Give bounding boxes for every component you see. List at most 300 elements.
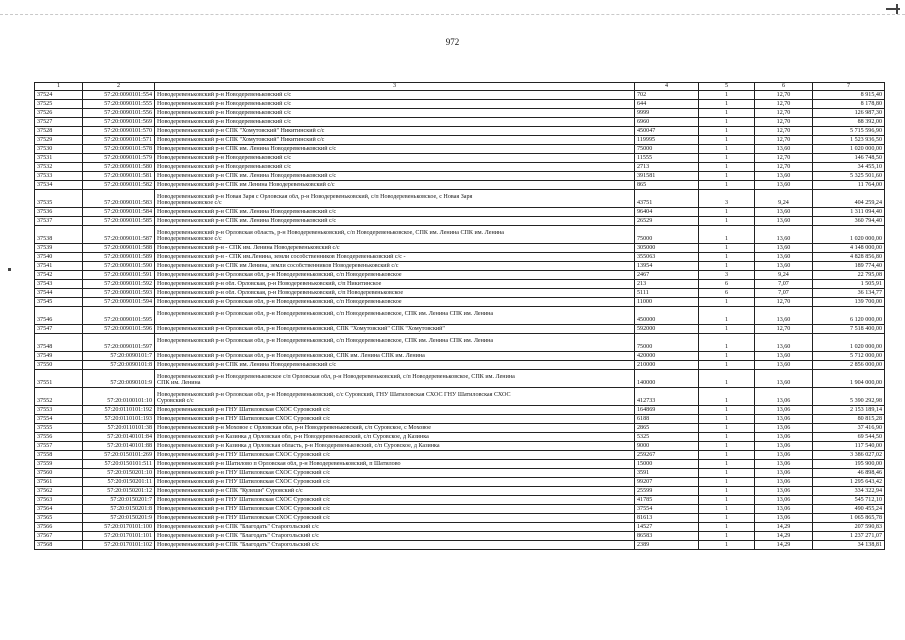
description-line: Новодеревеньковский р-н Новодеревеньковский с/с <box>157 92 292 99</box>
table-row <box>35 271 885 280</box>
row-number: 37555 <box>35 424 83 433</box>
description-line: Новодеревеньковский р-н Новодеревеньковское с/п Орловская обл, р-н Новодеревеньковский, с/п Новодеревеньковское, СПК им. Ленина <box>157 373 515 380</box>
table-row <box>35 487 885 496</box>
category-code: 1 <box>699 442 755 451</box>
row-number: 37546 <box>35 307 83 325</box>
land-register-table <box>34 82 885 550</box>
cadastral-value: 3 386 027,02 <box>813 451 885 460</box>
location-description <box>155 469 635 478</box>
description-line: Новодеревеньковский р-н Казинка д Орловская обл, р-н Новодеревеньковский, с/п Суровское, д Казинка <box>157 434 429 441</box>
table-row <box>35 478 885 487</box>
location-description <box>155 253 635 262</box>
area-value: 5325 <box>635 433 699 442</box>
description-line <box>157 344 632 351</box>
cadastral-number: 57:20:0090101:571 <box>83 136 155 145</box>
scan-artifact <box>8 268 11 271</box>
cadastral-value: 1 020 000,00 <box>813 226 885 244</box>
cadastral-number: 57:20:0170101:100 <box>83 523 155 532</box>
table-row <box>35 541 885 550</box>
table-row <box>35 100 885 109</box>
area-value: 450000 <box>635 307 699 325</box>
rate-value: 13,06 <box>755 451 813 460</box>
table-row <box>35 118 885 127</box>
row-number: 37532 <box>35 163 83 172</box>
row-number: 37528 <box>35 127 83 136</box>
cadastral-value: 46 898,46 <box>813 469 885 478</box>
area-value: 15000 <box>635 460 699 469</box>
category-code: 6 <box>699 280 755 289</box>
area-value: 164869 <box>635 406 699 415</box>
row-number: 37533 <box>35 172 83 181</box>
location-description <box>155 442 635 451</box>
table-row <box>35 298 885 307</box>
cadastral-number: 57:20:0150201:8 <box>83 505 155 514</box>
description-line: Новодеревеньковский р-н СПК им Ленина, земли сособственников Новодеревеньковский с/с <box>157 263 399 270</box>
rate-value: 13,06 <box>755 424 813 433</box>
cadastral-value: 34 138,81 <box>813 541 885 550</box>
location-description <box>155 163 635 172</box>
location-description <box>155 370 635 388</box>
area-value: 6188 <box>635 415 699 424</box>
area-value: 11555 <box>635 154 699 163</box>
cadastral-number: 57:20:0090101:594 <box>83 298 155 307</box>
location-description <box>155 361 635 370</box>
location-description <box>155 325 635 334</box>
cadastral-number: 57:20:0090101:7 <box>83 352 155 361</box>
rate-value: 7,07 <box>755 289 813 298</box>
rate-value: 13,06 <box>755 415 813 424</box>
location-description <box>155 334 635 352</box>
cadastral-number: 57:20:0090101:556 <box>83 109 155 118</box>
table-row <box>35 406 885 415</box>
description-line: Новодеревеньковский р-н Орловская обл, р-н Новодеревеньковский, с/п Новодеревеньковское, СПК им. Ленина СПК им. Ленина <box>157 310 494 317</box>
table-row <box>35 307 885 325</box>
row-number: 37551 <box>35 370 83 388</box>
col-header-6: 6 <box>755 83 813 91</box>
description-line: Новодеревеньковский р-н Моховое с Орловская обл, р-н Новодеревеньковский, с/п Суровское, с Моховое <box>157 425 431 432</box>
row-number: 37536 <box>35 208 83 217</box>
rate-value: 13,60 <box>755 370 813 388</box>
category-code: 1 <box>699 100 755 109</box>
rate-value: 9,24 <box>755 271 813 280</box>
category-code: 1 <box>699 226 755 244</box>
description-line: Новодеревеньковский р-н ГНУ Шатиловская СХОС Суровский с/с <box>157 506 331 513</box>
rate-value: 13,06 <box>755 442 813 451</box>
rate-value: 13,06 <box>755 478 813 487</box>
description-line: Новодеревеньковское с/с <box>157 236 222 243</box>
category-code: 1 <box>699 325 755 334</box>
table-row <box>35 244 885 253</box>
rate-value: 13,60 <box>755 172 813 181</box>
row-number: 37561 <box>35 478 83 487</box>
category-code: 1 <box>699 424 755 433</box>
cadastral-number: 57:20:0090101:597 <box>83 334 155 352</box>
row-number: 37535 <box>35 190 83 208</box>
table-row <box>35 208 885 217</box>
cadastral-number: 57:20:0090101:596 <box>83 325 155 334</box>
col-header-7: 7 <box>813 83 885 91</box>
cadastral-number: 57:20:0100101:10 <box>83 388 155 406</box>
row-number: 37529 <box>35 136 83 145</box>
description-line: Новодеревеньковский р-н Орловская обл, р-н Новодеревеньковский, с/п Новодеревеньковское, СПК им. Ленина СПК им. Ленина <box>157 337 494 344</box>
description-line: Новодеревеньковский р-н СПК "Благодать" Старогольский с/с <box>157 533 319 540</box>
description-line: Суровский с/с <box>157 398 194 405</box>
category-code: 1 <box>699 154 755 163</box>
category-code: 1 <box>699 244 755 253</box>
description-line: Новодеревеньковский р-н Орловская обл, р-н Новодеревеньковский, с/п Новодеревеньковское <box>157 272 402 279</box>
category-code: 1 <box>699 388 755 406</box>
cadastral-number: 57:20:0090101:595 <box>83 307 155 325</box>
table-row <box>35 91 885 100</box>
category-code: 1 <box>699 415 755 424</box>
category-code: 1 <box>699 361 755 370</box>
cadastral-value: 207 590,83 <box>813 523 885 532</box>
cadastral-value: 2 856 000,00 <box>813 361 885 370</box>
location-description <box>155 136 635 145</box>
category-code: 1 <box>699 163 755 172</box>
cadastral-value: 88 392,00 <box>813 118 885 127</box>
cadastral-value: 126 987,30 <box>813 109 885 118</box>
rate-value: 13,60 <box>755 145 813 154</box>
table-row <box>35 190 885 208</box>
table-row <box>35 181 885 190</box>
page-number: 972 <box>445 37 460 47</box>
category-code: 1 <box>699 496 755 505</box>
rate-value: 13,06 <box>755 514 813 523</box>
area-value: 210000 <box>635 361 699 370</box>
category-code: 1 <box>699 514 755 523</box>
rate-value: 13,60 <box>755 253 813 262</box>
scan-artifact <box>896 4 898 14</box>
row-number: 37525 <box>35 100 83 109</box>
row-number: 37552 <box>35 388 83 406</box>
area-value: 9000 <box>635 442 699 451</box>
cadastral-value: 360 794,40 <box>813 217 885 226</box>
cadastral-number: 57:20:0090101:589 <box>83 253 155 262</box>
location-description <box>155 352 635 361</box>
cadastral-number: 57:20:0090101:555 <box>83 100 155 109</box>
location-description <box>155 307 635 325</box>
row-number: 37534 <box>35 181 83 190</box>
description-line: Новодеревеньковский р-н Орловская обл, р-н Новодеревеньковский, СПК "Хомутовский" СПК "Хомутовский" <box>157 326 445 333</box>
row-number: 37556 <box>35 433 83 442</box>
location-description <box>155 118 635 127</box>
cadastral-number: 57:20:0090101:8 <box>83 361 155 370</box>
table-row <box>35 370 885 388</box>
table-row <box>35 451 885 460</box>
category-code: 1 <box>699 523 755 532</box>
description-line: Новодеревеньковское с/с <box>157 200 222 207</box>
cadastral-value: 139 700,00 <box>813 298 885 307</box>
category-code: 3 <box>699 190 755 208</box>
area-value: 99207 <box>635 478 699 487</box>
location-description <box>155 100 635 109</box>
row-number: 37568 <box>35 541 83 550</box>
row-number: 37531 <box>35 154 83 163</box>
category-code: 1 <box>699 505 755 514</box>
description-line: Новодеревеньковский р-н Новодеревеньковский с/с <box>157 164 292 171</box>
area-value: 2389 <box>635 541 699 550</box>
cadastral-value: 80 815,28 <box>813 415 885 424</box>
cadastral-value: 22 795,08 <box>813 271 885 280</box>
area-value: 140000 <box>635 370 699 388</box>
cadastral-value: 1 065 865,78 <box>813 514 885 523</box>
location-description <box>155 460 635 469</box>
area-value: 25599 <box>635 487 699 496</box>
category-code: 1 <box>699 307 755 325</box>
table-row <box>35 172 885 181</box>
cadastral-value: 36 134,77 <box>813 289 885 298</box>
description-line: Новодеревеньковский р-н ГНУ Шатиловская СХОС Суровский с/с <box>157 452 331 459</box>
table-row <box>35 433 885 442</box>
rate-value: 9,24 <box>755 190 813 208</box>
table-row <box>35 217 885 226</box>
location-description <box>155 541 635 550</box>
cadastral-number: 57:20:0110101:38 <box>83 424 155 433</box>
area-value: 213 <box>635 280 699 289</box>
area-value: 86583 <box>635 532 699 541</box>
description-line: Новодеревеньковский р-н ГНУ Шатиловская СХОС Суровский с/с <box>157 416 331 423</box>
rate-value: 13,60 <box>755 244 813 253</box>
description-line: Новодеревеньковский р-н Орловская обл, р-н Новодеревеньковский, с/с Суровский, ГНУ Шатиловская СХОС ГНУ Шатиловская СХОС <box>157 391 511 398</box>
cadastral-number: 57:20:0110101:192 <box>83 406 155 415</box>
area-value: 9999 <box>635 109 699 118</box>
rate-value: 12,70 <box>755 100 813 109</box>
row-number: 37541 <box>35 262 83 271</box>
rate-value: 13,06 <box>755 487 813 496</box>
location-description <box>155 487 635 496</box>
description-line: Новодеревеньковский р-н СПК "Хомутовский" Никитинский с/с <box>157 137 325 144</box>
description-line: Новодеревеньковский р-н Казинка д Орловская область, р-н Новодеревеньковский, с/п Суровское, д Казинка <box>157 443 440 450</box>
cadastral-value: 7 518 400,00 <box>813 325 885 334</box>
table-row <box>35 136 885 145</box>
location-description <box>155 451 635 460</box>
rate-value: 13,60 <box>755 217 813 226</box>
rate-value: 14,29 <box>755 532 813 541</box>
area-value: 6960 <box>635 118 699 127</box>
cadastral-value: 189 774,40 <box>813 262 885 271</box>
category-code: 6 <box>699 289 755 298</box>
area-value: 391581 <box>635 172 699 181</box>
rate-value: 13,60 <box>755 352 813 361</box>
rate-value: 12,70 <box>755 118 813 127</box>
row-number: 37530 <box>35 145 83 154</box>
category-code: 3 <box>699 271 755 280</box>
row-number: 37544 <box>35 289 83 298</box>
row-number: 37565 <box>35 514 83 523</box>
category-code: 1 <box>699 478 755 487</box>
cadastral-value: 146 748,50 <box>813 154 885 163</box>
category-code: 1 <box>699 118 755 127</box>
area-value: 305000 <box>635 244 699 253</box>
row-number: 37537 <box>35 217 83 226</box>
cadastral-number: 57:20:0090101:554 <box>83 91 155 100</box>
description-line: Новодеревеньковский р-н Новая Заря с Орловская обл, р-н Новодеревеньковский, с/п Новодеревеньковское, с Новая Заря <box>157 193 473 200</box>
cadastral-number: 57:20:0090101:593 <box>83 289 155 298</box>
area-value: 2865 <box>635 424 699 433</box>
rate-value: 12,70 <box>755 154 813 163</box>
row-number: 37539 <box>35 244 83 253</box>
rate-value: 14,29 <box>755 541 813 550</box>
category-code: 1 <box>699 406 755 415</box>
area-value: 259267 <box>635 451 699 460</box>
location-description <box>155 217 635 226</box>
cadastral-number: 57:20:0150101:269 <box>83 451 155 460</box>
cadastral-number: 57:20:0150201:7 <box>83 496 155 505</box>
rate-value: 13,60 <box>755 208 813 217</box>
location-description <box>155 514 635 523</box>
table-row <box>35 352 885 361</box>
location-description <box>155 271 635 280</box>
row-number: 37563 <box>35 496 83 505</box>
cadastral-value: 37 416,90 <box>813 424 885 433</box>
rate-value: 12,70 <box>755 91 813 100</box>
area-value: 644 <box>635 100 699 109</box>
description-line: Новодеревеньковский р-н СПК "Кулешн" Суровский с/с <box>157 488 303 495</box>
rate-value: 12,70 <box>755 136 813 145</box>
cadastral-number: 57:20:0090101:590 <box>83 262 155 271</box>
area-value: 119995 <box>635 136 699 145</box>
cadastral-value: 1 311 094,40 <box>813 208 885 217</box>
table-row <box>35 442 885 451</box>
cadastral-value: 334 322,94 <box>813 487 885 496</box>
row-number: 37526 <box>35 109 83 118</box>
cadastral-value: 1 904 000,00 <box>813 370 885 388</box>
cadastral-number: 57:20:0090101:569 <box>83 118 155 127</box>
table-row <box>35 127 885 136</box>
category-code: 1 <box>699 145 755 154</box>
area-value: 13954 <box>635 262 699 271</box>
area-value: 26529 <box>635 217 699 226</box>
row-number: 37554 <box>35 415 83 424</box>
description-line: Новодеревеньковский р-н СПК "Благодать" Старогольский с/с <box>157 542 319 549</box>
table-row <box>35 226 885 244</box>
category-code: 1 <box>699 469 755 478</box>
table-row <box>35 514 885 523</box>
cadastral-number: 57:20:0090101:591 <box>83 271 155 280</box>
category-code: 1 <box>699 91 755 100</box>
cadastral-number: 57:20:0170101:102 <box>83 541 155 550</box>
category-code: 1 <box>699 487 755 496</box>
category-code: 1 <box>699 532 755 541</box>
area-value: 420000 <box>635 352 699 361</box>
table-row <box>35 415 885 424</box>
description-line: Новодеревеньковский р-н Орловская область, р-н Новодеревеньковский, с/п Новодеревеньковское, СПК им. Ленина СПК им. Ленина <box>157 229 504 236</box>
cadastral-number: 57:20:0150201:12 <box>83 487 155 496</box>
cadastral-value: 4 148 000,00 <box>813 244 885 253</box>
description-line: Новодеревеньковский р-н СПК им. Ленина Новодеревеньковский с/с <box>157 173 337 180</box>
table-row <box>35 262 885 271</box>
table-row <box>35 334 885 352</box>
area-value: 3591 <box>635 469 699 478</box>
rate-value: 13,06 <box>755 433 813 442</box>
table-row <box>35 460 885 469</box>
cadastral-value: 490 455,24 <box>813 505 885 514</box>
row-number: 37562 <box>35 487 83 496</box>
cadastral-value: 8 915,40 <box>813 91 885 100</box>
location-description <box>155 406 635 415</box>
rate-value: 13,60 <box>755 334 813 352</box>
description-line: Новодеревеньковский р-н СПК им. Ленина Новодеревеньковский с/с <box>157 362 337 369</box>
area-value: 450047 <box>635 127 699 136</box>
category-code: 1 <box>699 262 755 271</box>
area-value: 75000 <box>635 334 699 352</box>
table-row <box>35 424 885 433</box>
cadastral-value: 195 900,00 <box>813 460 885 469</box>
rate-value: 13,60 <box>755 181 813 190</box>
area-value: 592000 <box>635 325 699 334</box>
area-value: 14527 <box>635 523 699 532</box>
cadastral-value: 1 020 000,00 <box>813 145 885 154</box>
row-number: 37543 <box>35 280 83 289</box>
location-description <box>155 532 635 541</box>
row-number: 37548 <box>35 334 83 352</box>
cadastral-number: 57:20:0090101:581 <box>83 172 155 181</box>
description-line: Новодеревеньковский р-н ГНУ Шатиловская СХОС Суровский с/с <box>157 479 331 486</box>
location-description <box>155 262 635 271</box>
table-body <box>35 91 885 550</box>
row-number: 37550 <box>35 361 83 370</box>
rate-value: 13,06 <box>755 406 813 415</box>
location-description <box>155 145 635 154</box>
area-value: 412733 <box>635 388 699 406</box>
col-header-1: 1 <box>35 83 83 91</box>
table-row <box>35 532 885 541</box>
area-value: 2713 <box>635 163 699 172</box>
description-line: Новодеревеньковский р-н обл. Орловская, р-н Новодеревеньковский, с/п Новодеревеньковское <box>157 290 404 297</box>
location-description <box>155 433 635 442</box>
description-line: Новодеревеньковский р-н СПК им Ленина Новодеревеньковский с/с <box>157 182 335 189</box>
cadastral-number: 57:20:0090101:582 <box>83 181 155 190</box>
location-description <box>155 289 635 298</box>
area-value: 2467 <box>635 271 699 280</box>
location-description <box>155 109 635 118</box>
location-description <box>155 244 635 253</box>
col-header-5: 5 <box>699 83 755 91</box>
description-line: Новодеревеньковский р-н Новодеревеньковский с/с <box>157 101 292 108</box>
description-line: Новодеревеньковский р-н Орловская обл, р-н Новодеревеньковский, СПК им. Ленина СПК им. Ленина <box>157 353 425 360</box>
area-value: 43751 <box>635 190 699 208</box>
rate-value: 12,70 <box>755 325 813 334</box>
table-row <box>35 505 885 514</box>
cadastral-value: 1 523 936,50 <box>813 136 885 145</box>
cadastral-value: 2 153 189,14 <box>813 406 885 415</box>
rate-value: 13,60 <box>755 361 813 370</box>
cadastral-value: 5 712 000,00 <box>813 352 885 361</box>
category-code: 1 <box>699 109 755 118</box>
rate-value: 13,06 <box>755 388 813 406</box>
location-description <box>155 208 635 217</box>
area-value: 11000 <box>635 298 699 307</box>
description-line: Новодеревеньковский р-н СПК им. Ленина Новодеревеньковский с/с <box>157 209 337 216</box>
description-line: Новодеревеньковский р-н ГНУ Шатиловская СХОС Суровский с/с <box>157 407 331 414</box>
rate-value: 12,70 <box>755 109 813 118</box>
location-description <box>155 91 635 100</box>
description-line: Новодеревеньковский р-н Шатилово п Орловская обл, р-н Новодеревеньковский, п Шатилово <box>157 461 401 468</box>
cadastral-number: 57:20:0090101:570 <box>83 127 155 136</box>
cadastral-number: 57:20:0090101:578 <box>83 145 155 154</box>
table-row <box>35 523 885 532</box>
location-description <box>155 181 635 190</box>
location-description <box>155 424 635 433</box>
rate-value: 13,06 <box>755 460 813 469</box>
area-value: 355063 <box>635 253 699 262</box>
cadastral-value: 6 120 000,00 <box>813 307 885 325</box>
category-code: 1 <box>699 136 755 145</box>
cadastral-number: 57:20:0150101:511 <box>83 460 155 469</box>
row-number: 37540 <box>35 253 83 262</box>
description-line: Новодеревеньковский р-н - СПК им. Ленина Новодеревеньковский с/с <box>157 245 340 252</box>
